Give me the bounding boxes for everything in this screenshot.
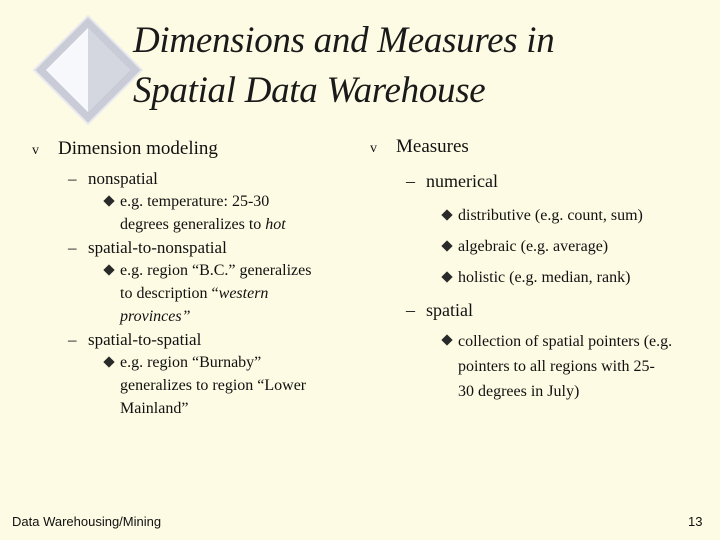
diamond-bullet-icon [103, 264, 114, 275]
diamond-bullet-icon [441, 209, 452, 220]
title-line-1: Dimensions and Measures in [133, 20, 555, 61]
item-spatial: – spatial [368, 297, 713, 323]
checkmark-v-icon: v [32, 143, 39, 158]
sub-item-holistic: holistic (e.g. median, rank) [368, 262, 713, 293]
dash-bullet: – [68, 330, 77, 349]
right-column [368, 134, 713, 404]
item-numerical: – numerical [368, 168, 713, 194]
item-spatial-to-nonspatial: – spatial-to-nonspatial [68, 238, 227, 257]
diamond-bullet-icon [441, 240, 452, 251]
sub-item-bc: e.g. region “B.C.” generalizes to description “western provinces” [30, 259, 360, 328]
slide-title [133, 16, 554, 116]
item-spatial-to-spatial: – spatial-to-spatial [68, 330, 202, 349]
dash-bullet: – [406, 300, 415, 320]
sub-item-temperature: e.g. temperature: 25-30 degrees generalizes to hot [30, 190, 360, 236]
sub-item-spatial-pointers: collection of spatial pointers (e.g. pointers to all regions with 25- 30 degrees in July) [368, 329, 713, 404]
footer-course-title: Data Warehousing/Mining [12, 514, 162, 529]
sub-item-algebraic: algebraic (e.g. average) [368, 231, 713, 262]
item-nonspatial: – nonspatial [68, 169, 158, 188]
diamond-bullet-icon [441, 334, 452, 345]
diamond-bullet-icon [441, 271, 452, 282]
measures-heading: v Measures [368, 134, 713, 160]
diamond-bullet-icon [103, 356, 114, 367]
diamond-bullet-icon [103, 195, 114, 206]
title-line-2: Spatial Data Warehouse [133, 70, 486, 111]
page-number: 13 [688, 514, 703, 529]
sub-item-distributive: distributive (e.g. count, sum) [368, 200, 713, 231]
checkmark-v-icon: v [370, 141, 377, 156]
left-column [30, 136, 360, 420]
sub-item-burnaby: e.g. region “Burnaby” generalizes to region “Lower Mainland” [30, 351, 360, 420]
diamond-logo-icon [32, 14, 144, 126]
dimension-modeling-heading: v Dimension modeling [30, 136, 360, 162]
dash-bullet: – [406, 171, 415, 191]
dash-bullet: – [68, 238, 77, 257]
dash-bullet: – [68, 169, 77, 188]
